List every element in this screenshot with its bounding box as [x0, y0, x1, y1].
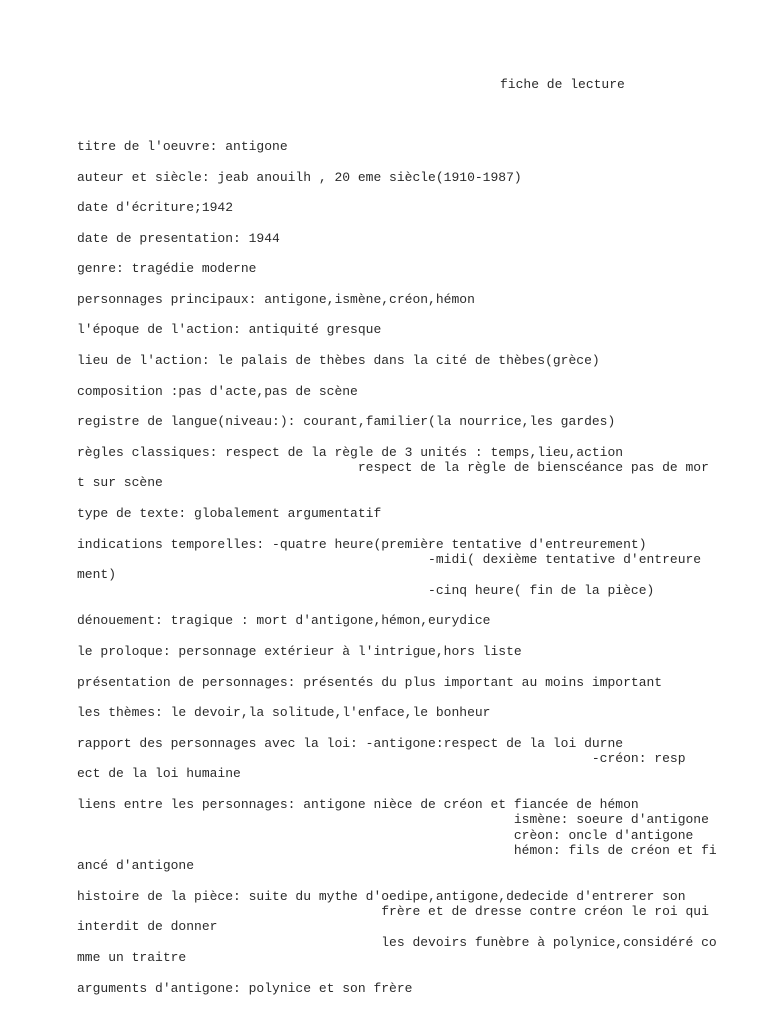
text-line: date d'écriture;1942: [77, 200, 234, 215]
text-line: ismène: soeure d'antigone: [77, 812, 709, 827]
text-line: composition :pas d'acte,pas de scène: [77, 384, 358, 399]
text-line: respect de la règle de bienscéance pas de mor: [77, 460, 709, 475]
text-line: interdit de donner: [77, 919, 218, 934]
page-title: fiche de lecture: [500, 77, 625, 92]
text-line: lieu de l'action: le palais de thèbes dans la cité de thèbes(grèce): [77, 353, 600, 368]
text-line: règles classiques: respect de la règle de 3 unités : temps,lieu,action: [77, 445, 624, 460]
text-line: les thèmes: le devoir,la solitude,l'enface,le bonheur: [77, 705, 491, 720]
text-line: registre de langue(niveau:): courant,familier(la nourrice,les gardes): [77, 414, 616, 429]
text-line: -midi( dexième tentative d'entreure: [77, 552, 702, 567]
text-line: type de texte: globalement argumentatif: [77, 506, 382, 521]
text-line: auteur et siècle: jeab anouilh , 20 eme siècle(1910-1987): [77, 170, 522, 185]
text-line: indications temporelles: -quatre heure(première tentative d'entreurement): [77, 537, 647, 552]
text-line: date de presentation: 1944: [77, 231, 280, 246]
text-line: présentation de personnages: présentés du plus important au moins important: [77, 675, 663, 690]
text-line: dénouement: tragique : mort d'antigone,hémon,eurydice: [77, 613, 491, 628]
text-line: hémon: fils de créon et fi: [77, 843, 717, 858]
text-line: ment): [77, 567, 117, 582]
text-line: rapport des personnages avec la loi: -antigone:respect de la loi durne: [77, 736, 624, 751]
text-line: ancé d'antigone: [77, 858, 195, 873]
text-line: l'époque de l'action: antiquité gresque: [77, 322, 382, 337]
text-line: crèon: oncle d'antigone: [77, 828, 694, 843]
text-line: titre de l'oeuvre: antigone: [77, 139, 288, 154]
text-line: -créon: resp: [77, 751, 686, 766]
text-line: histoire de la pièce: suite du mythe d'oedipe,antigone,dedecide d'entrerer son: [77, 889, 686, 904]
text-line: frère et de dresse contre créon le roi qui: [77, 904, 709, 919]
text-line: le proloque: personnage extérieur à l'intrigue,hors liste: [77, 644, 522, 659]
text-line: mme un traitre: [77, 950, 187, 965]
text-line: ect de la loi humaine: [77, 766, 241, 781]
text-line: -cinq heure( fin de la pièce): [77, 583, 655, 598]
text-line: t sur scène: [77, 475, 163, 490]
text-line: personnages principaux: antigone,ismène,créon,hémon: [77, 292, 475, 307]
text-line: genre: tragédie moderne: [77, 261, 257, 276]
text-line: arguments d'antigone: polynice et son frère: [77, 981, 413, 996]
text-line: liens entre les personnages: antigone nièce de créon et fiancée de hémon: [77, 797, 639, 812]
text-line: les devoirs funèbre à polynice,considéré co: [77, 935, 717, 950]
